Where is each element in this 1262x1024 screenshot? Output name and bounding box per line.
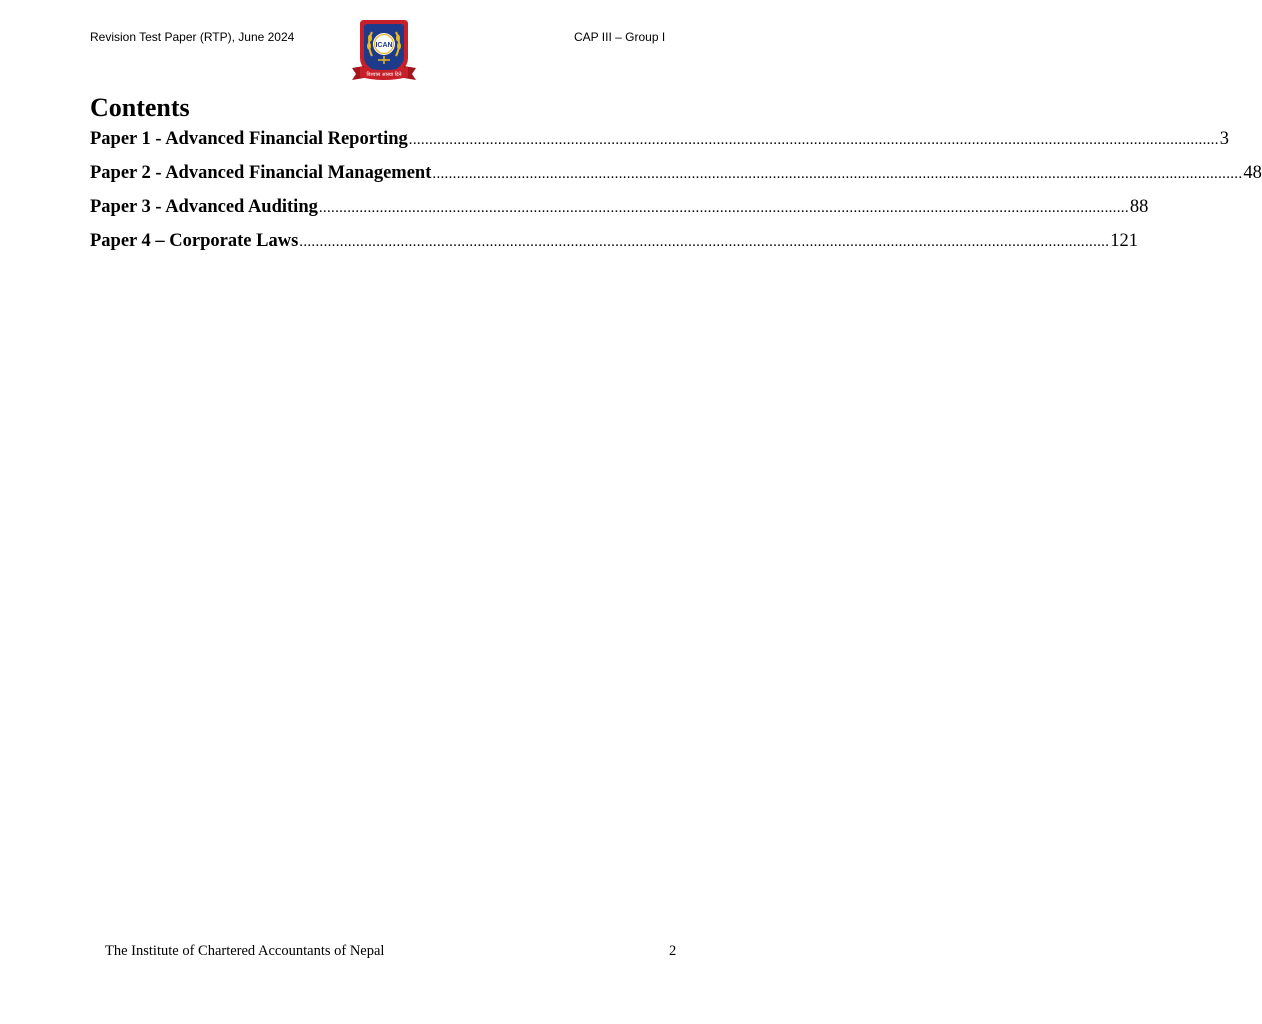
ican-logo (350, 16, 418, 86)
toc-leader-dots: ........................................................................................................................................................................................................ (318, 200, 1129, 216)
toc-entry-label: Paper 2 - Advanced Financial Management (90, 163, 432, 183)
footer-page-number: 2 (669, 943, 677, 959)
svg-text:ICAN: ICAN (375, 42, 393, 49)
toc-entry[interactable] (90, 161, 1262, 195)
svg-text:विश्वास आस्था दिने: विश्वास आस्था दिने (366, 72, 402, 78)
header-group-label: CAP III – Group I (574, 30, 666, 44)
toc-leader-dots: ........................................................................................................................................................................................................ (408, 132, 1219, 148)
toc-entry-label: Paper 1 - Advanced Financial Reporting (90, 129, 408, 149)
toc-entry[interactable] (90, 229, 1139, 263)
toc-entry[interactable] (90, 127, 1230, 161)
toc-entry-label: Paper 3 - Advanced Auditing (90, 197, 318, 217)
toc-entry[interactable] (90, 195, 1149, 229)
table-of-contents (90, 127, 1262, 263)
toc-leader-dots: ........................................................................................................................................................................................................ (299, 234, 1110, 250)
toc-entry-page: 48 (1243, 163, 1262, 183)
toc-entry-label: Paper 4 – Corporate Laws (90, 231, 299, 251)
toc-entry-page: 3 (1219, 129, 1230, 149)
toc-leader-dots: ........................................................................................................................................................................................................ (432, 166, 1243, 182)
header-title: Revision Test Paper (RTP), June 2024 (90, 30, 295, 44)
toc-entry-page: 88 (1129, 197, 1149, 217)
contents-heading: Contents (90, 93, 190, 122)
footer-institute: The Institute of Chartered Accountants of Nepal (105, 943, 385, 959)
toc-entry-page: 121 (1110, 231, 1139, 251)
